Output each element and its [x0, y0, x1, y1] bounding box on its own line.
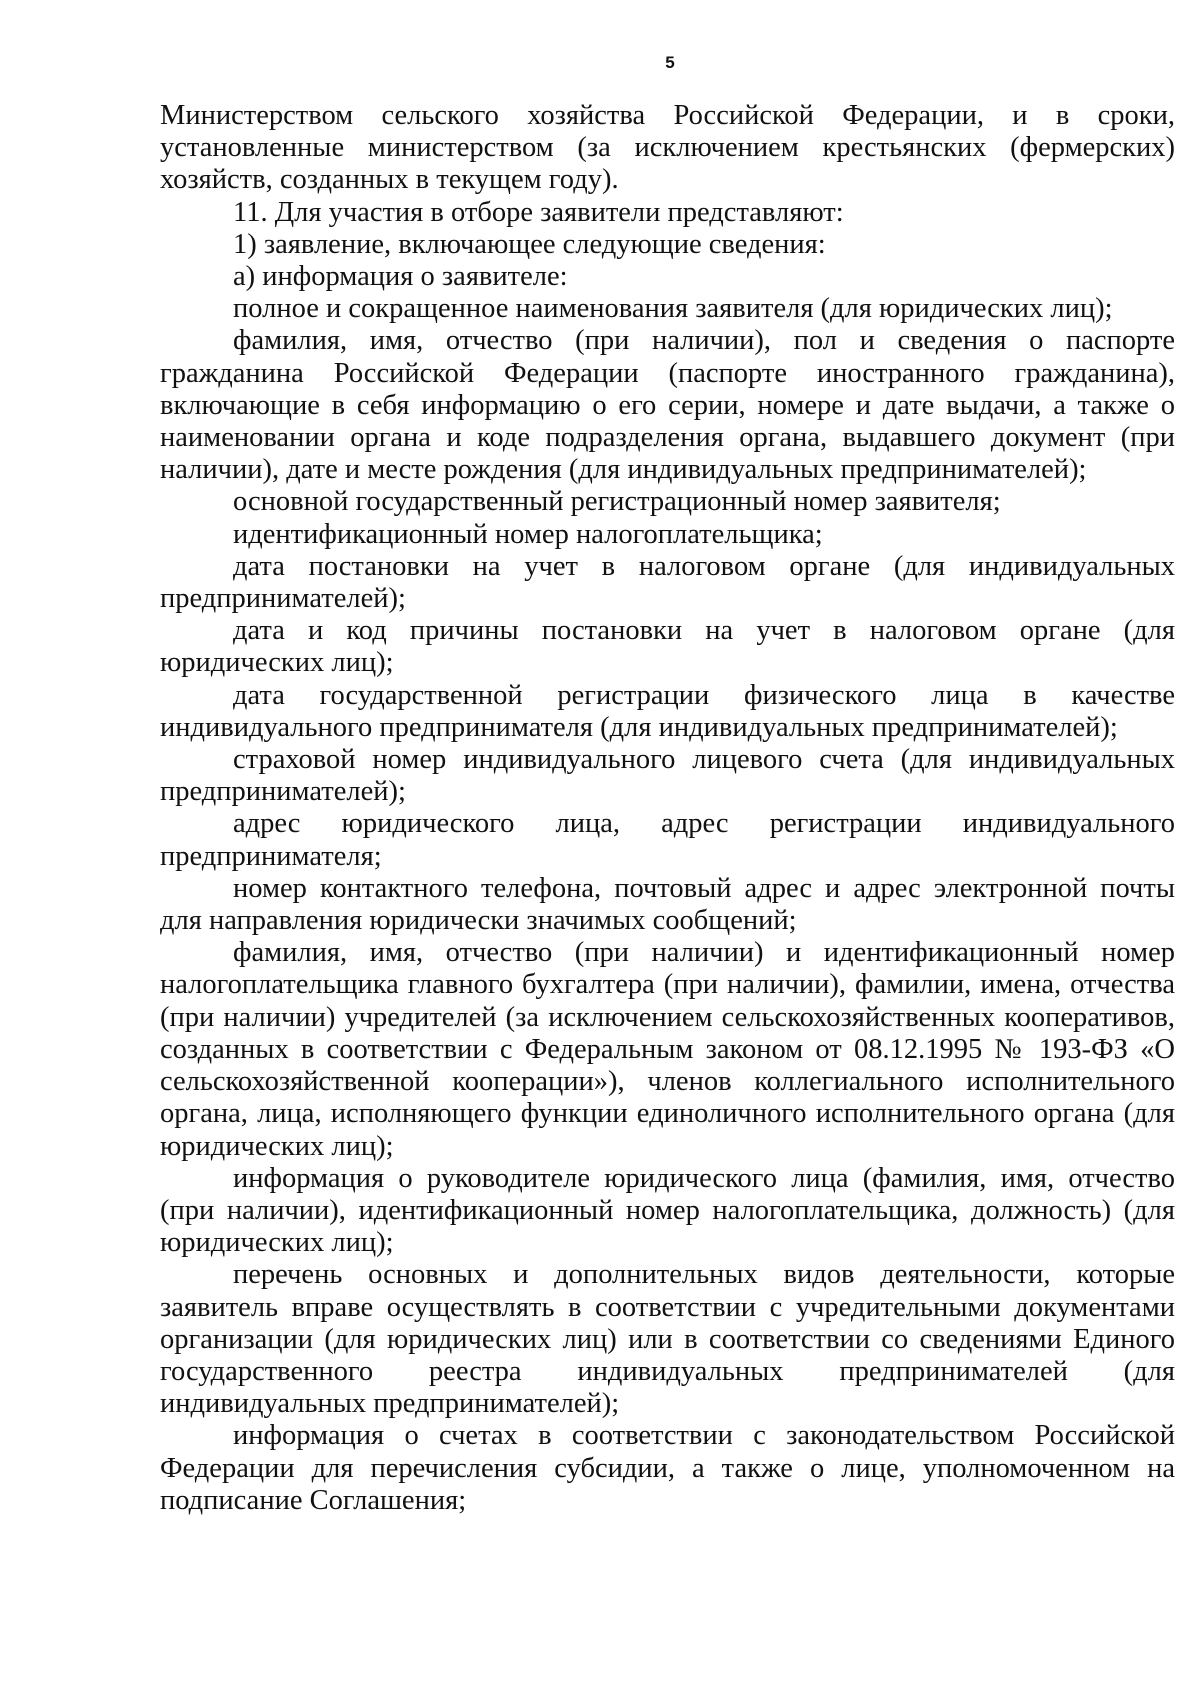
paragraph-ogrn: основной государственный регистрационный номер заявителя; [233, 486, 1001, 518]
paragraph-snils: страховой номер индивидуального лицевого счета (для индивидуальных предпринимателей); [160, 744, 1175, 808]
paragraph-continuation: Министерством сельского хозяйства Российской Федерации, и в сроки, установленные министерством (за исключением крестьянских (фермерских) хозяйств, созданных в текущем году). [160, 100, 1175, 196]
paragraph-inn: идентификационный номер налогоплательщика; [233, 518, 823, 550]
paragraph-subitem-1: 1) заявление, включающее следующие сведения: [233, 228, 826, 260]
page-number: 5 [665, 53, 675, 72]
paragraph-head-info: информация о руководителе юридического лица (фамилия, имя, отчество (при наличии), идентификационный номер налогоплательщика, должность) (для юридических лиц); [160, 1162, 1175, 1259]
paragraph-address: адрес юридического лица, адрес регистрации индивидуального предпринимателя; [160, 808, 1175, 872]
paragraph-subitem-a: а) информация о заявителе: [233, 261, 568, 293]
paragraph-tax-registration-date: дата постановки на учет в налоговом органе (для индивидуальных предпринимателей); [160, 550, 1175, 615]
paragraph-bank-accounts: информация о счетах в соответствии с законодательством Российской Федерации для перечисления субсидии, а также о лице, уполномоченном на подписание Соглашения; [160, 1420, 1175, 1516]
paragraph-full-name: полное и сокращенное наименования заявителя (для юридических лиц); [233, 293, 1113, 325]
paragraph-item-11: 11. Для участия в отборе заявители представляют: [233, 196, 844, 228]
paragraph-founders: фамилия, имя, отчество (при наличии) и идентификационный номер налогоплательщика главного бухгалтера (при наличии), фамилии, имена, отчества (при наличии) учредителей (за исключением сельскохозяйственных кооперативов, созданных в соответствии с Федеральным законом от 08.12.1995 № 193-ФЗ «О сельскохозяйственной кооперации»), членов коллегиального исполнительного органа, лица, исполняющего функции единоличного исполнительного органа (для юридических лиц); [160, 937, 1175, 1162]
paragraph-kpp: дата и код причины постановки на учет в налоговом органе (для юридических лиц); [160, 615, 1175, 679]
paragraph-contacts: номер контактного телефона, почтовый адрес и адрес электронной почты для направления юридически значимых сообщений; [160, 872, 1175, 937]
paragraph-passport-info: фамилия, имя, отчество (при наличии), пол и сведения о паспорте гражданина Российской Федерации (паспорте иностранного гражданина), включающие в себя информацию о его серии, номере и дате выдачи, а также о наименовании органа и коде подразделения органа, выдавшего документ (при наличии), дате и месте рождения (для индивидуальных предпринимателей); [160, 325, 1175, 486]
paragraph-state-registration: дата государственной регистрации физического лица в качестве индивидуального предпринимателя (для индивидуальных предпринимателей); [160, 679, 1175, 743]
document-body [160, 100, 1175, 1517]
paragraph-activities: перечень основных и дополнительных видов деятельности, которые заявитель вправе осуществлять в соответствии с учредительными документами организации (для юридических лиц) или в соответствии со сведениями Единого государственного реестра индивидуальных предпринимателей (для индивидуальных предпринимателей); [160, 1259, 1175, 1420]
